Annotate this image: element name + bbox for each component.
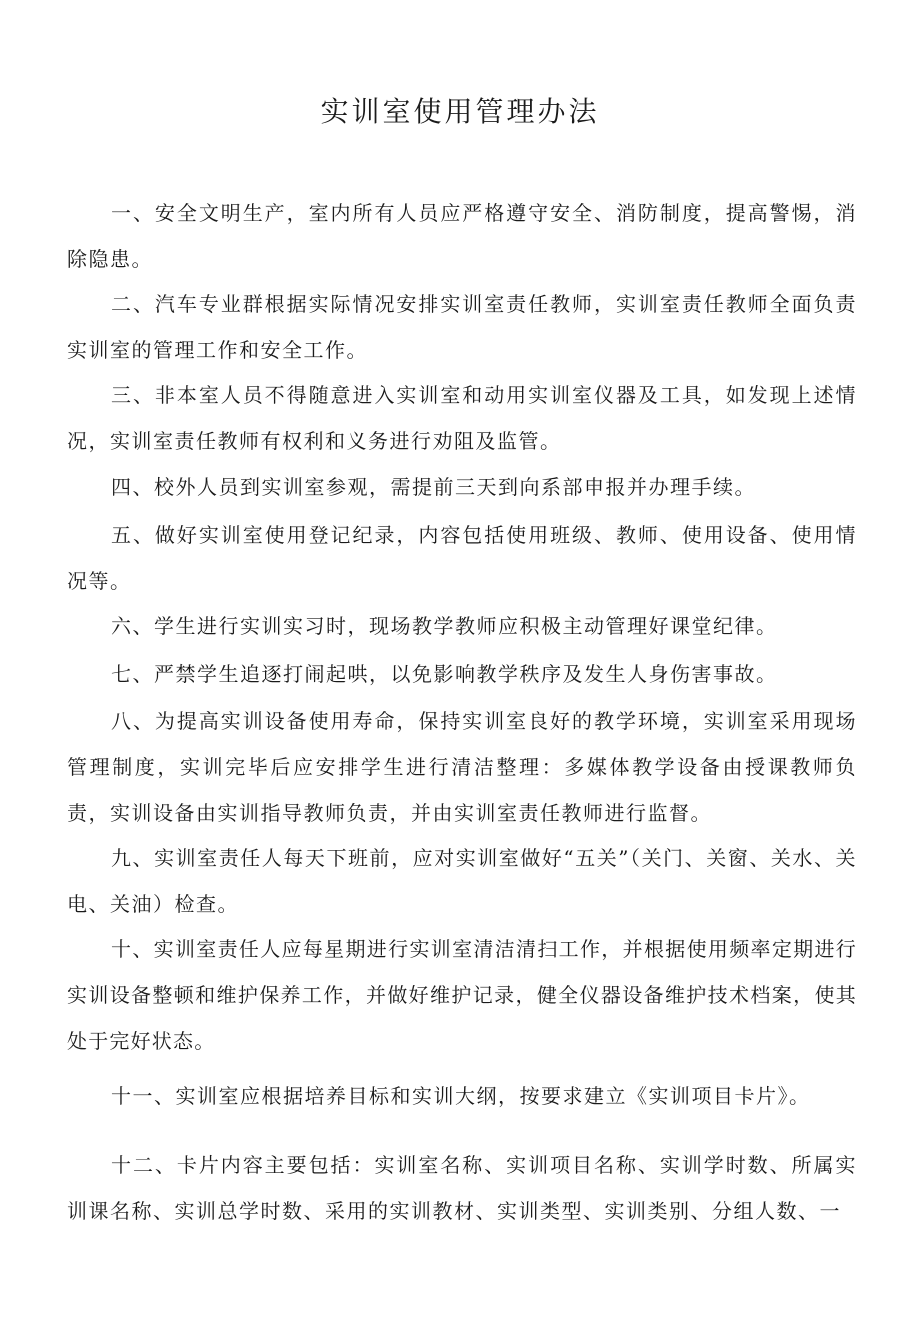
rule-paragraph-12: 十二、卡片内容主要包括：实训室名称、实训项目名称、实训学时数、所属实训课名称、实训总学时数、采用的实训教材、实训类型、实训类别、分组人数、一: [67, 1153, 857, 1223]
rule-paragraph-8: 八、为提高实训设备使用寿命，保持实训室良好的教学环境，实训室采用现场管理制度，实训完毕后应安排学生进行清洁整理：多媒体教学设备由授课教师负责，实训设备由实训指导教师负责，并由实训室责任教师进行监督。: [67, 709, 857, 825]
rule-paragraph-11: 十一、实训室应根据培养目标和实训大纲，按要求建立《实训项目卡片》。: [111, 1084, 811, 1108]
rule-paragraph-4: 四、校外人员到实训室参观，需提前三天到向系部申报并办理手续。: [111, 475, 756, 499]
rule-paragraph-1: 一、安全文明生产，室内所有人员应严格遵守安全、消防制度，提高警惕，消除隐患。: [67, 201, 857, 271]
rule-paragraph-7: 七、严禁学生追逐打闹起哄，以免影响教学秩序及发生人身伤害事故。: [111, 662, 778, 686]
rule-paragraph-9: 九、实训室责任人每天下班前，应对实训室做好“五关”（关门、关窗、关水、关电、关油）检查。: [67, 846, 857, 916]
rule-paragraph-6: 六、学生进行实训实习时，现场教学教师应积极主动管理好课堂纪律。: [111, 614, 778, 638]
document-title: 实训室使用管理办法: [320, 95, 600, 128]
rule-paragraph-2: 二、汽车专业群根据实际情况安排实训室责任教师，实训室责任教师全面负责实训室的管理工作和安全工作。: [67, 292, 857, 362]
rule-paragraph-5: 五、做好实训室使用登记纪录，内容包括使用班级、教师、使用设备、使用情况等。: [67, 523, 857, 593]
rule-paragraph-10: 十、实训室责任人应每星期进行实训室清洁清扫工作，并根据使用频率定期进行实训设备整顿和维护保养工作，并做好维护记录，健全仪器设备维护技术档案，使其处于完好状态。: [67, 937, 857, 1053]
rule-paragraph-3: 三、非本室人员不得随意进入实训室和动用实训室仪器及工具，如发现上述情况，实训室责任教师有权利和义务进行劝阻及监管。: [67, 383, 857, 453]
